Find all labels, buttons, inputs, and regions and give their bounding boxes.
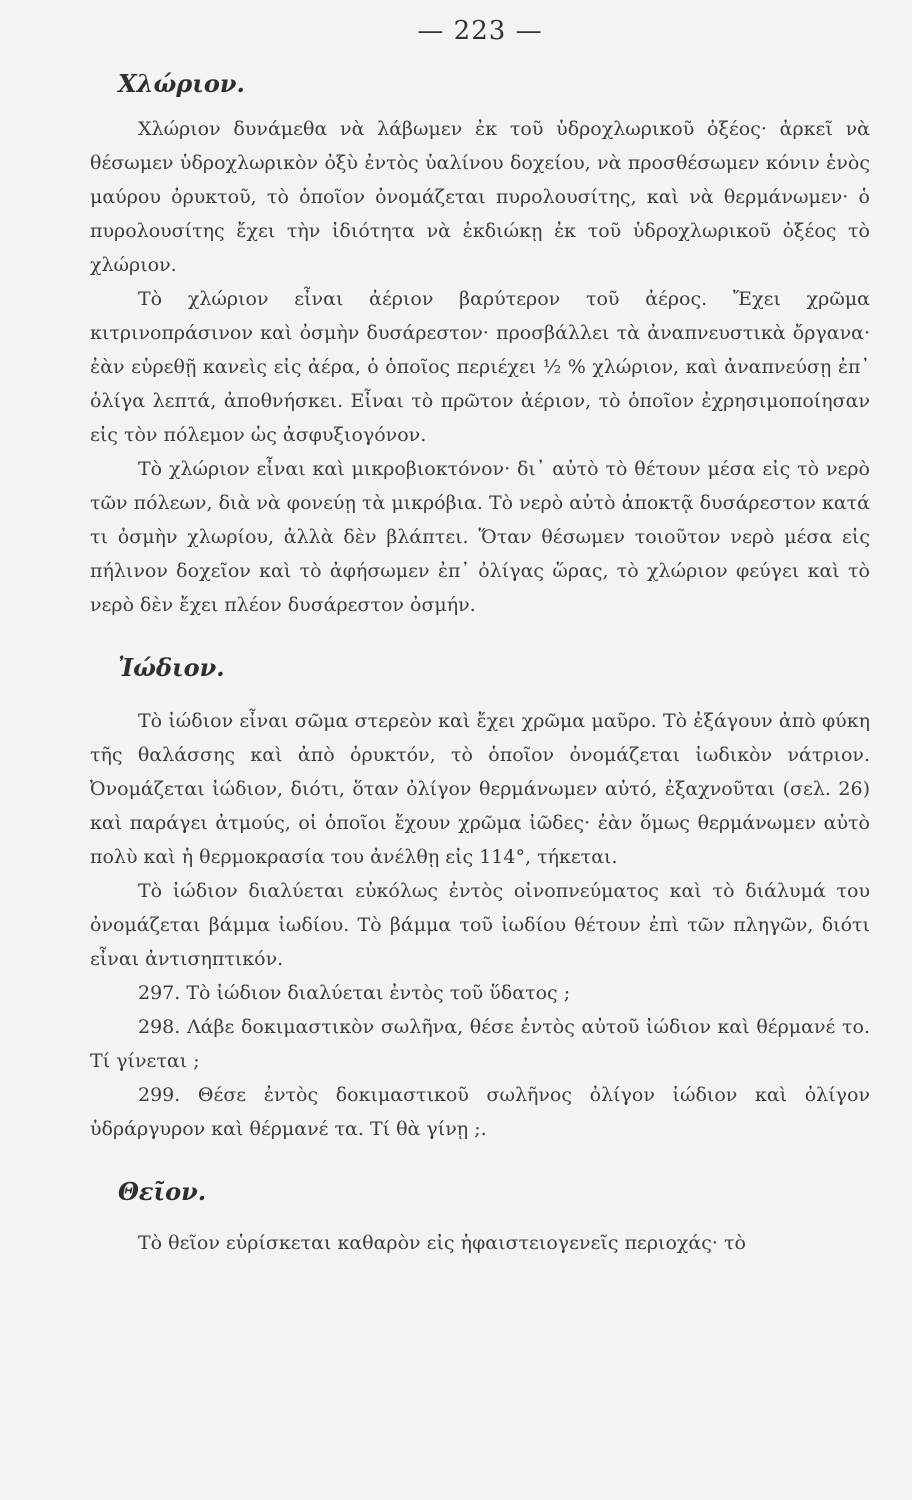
- section-chlorion: [90, 68, 870, 622]
- page-number: — 223 —: [417, 16, 543, 46]
- paragraph: Τὸ θεῖον εὑρίσκεται καθαρὸν εἰς ἡφαιστειογενεῖς περιοχάς· τὸ: [138, 1232, 746, 1254]
- exercise-297: 297. Τὸ ἰώδιον διαλύεται ἐντὸς τοῦ ὕδατος ;: [138, 982, 571, 1004]
- section-heading-theion: Θεῖον.: [118, 1177, 207, 1206]
- section-heading-iodion: Ἰώδιον.: [118, 653, 225, 682]
- paragraph: Τὸ ἰώδιον διαλύεται εὐκόλως ἐντὸς οἰνοπνεύματος καὶ τὸ διάλυμά του ὀνομάζεται βάμμα ἰωδίου. Τὸ βάμμα τοῦ ἰωδίου θέτουν ἐπὶ τῶν πληγῶν, διότι εἶναι ἀντισηπτικόν.: [90, 880, 870, 970]
- exercise-299: 299. Θέσε ἐντὸς δοκιμαστικοῦ σωλῆνος ὀλίγον ἰώδιον καὶ ὀλίγον ὑδράργυρον καὶ θέρμανέ τα. Τί θὰ γίνῃ ;.: [90, 1084, 870, 1140]
- paragraph: Τὸ χλώριον εἶναι καὶ μικροβιοκτόνον· δι᾽ αὐτὸ τὸ θέτουν μέσα εἰς τὸ νερὸ τῶν πόλεων, διὰ νὰ φονεύῃ τὰ μικρόβια. Τὸ νερὸ αὐτὸ ἀποκτᾷ δυσάρεστον κατά τι ὀσμὴν χλωρίου, ἀλλὰ δὲν βλάπτει. Ὅταν θέσωμεν τοιοῦτον νερὸ μέσα εἰς πήλινον δοχεῖον καὶ τὸ ἀφήσωμεν ἐπ᾽ ὀλίγας ὥρας, τὸ χλώριον φεύγει καὶ τὸ νερὸ δὲν ἔχει πλέον δυσάρεστον ὀσμήν.: [90, 458, 870, 616]
- section-heading-chlorion: Χλώριον.: [118, 69, 245, 98]
- paragraph: Χλώριον δυνάμεθα νὰ λάβωμεν ἐκ τοῦ ὑδροχλωρικοῦ ὀξέος· ἀρκεῖ νὰ θέσωμεν ὑδροχλωρικὸν ὀξὺ ἐντὸς ὑαλίνου δοχείου, νὰ προσθέσωμεν κόνιν ἑνὸς μαύρου ὀρυκτοῦ, τὸ ὁποῖον ὀνομάζεται πυρολουσίτης, καὶ νὰ θερμάνωμεν· ὁ πυρολουσίτης ἔχει τὴν ἰδιότητα νὰ ἐκδιώκῃ ἐκ τοῦ ὑδροχλωρικοῦ ὀξέος τὸ χλώριον.: [90, 118, 870, 276]
- paragraph: Τὸ χλώριον εἶναι ἀέριον βαρύτερον τοῦ ἀέρος. Ἔχει χρῶμα κιτρινοπράσινον καὶ ὀσμὴν δυσάρεστον· προσβάλλει τὰ ἀναπνευστικὰ ὄργανα· ἐὰν εὑρεθῇ κανεὶς εἰς ἀέρα, ὁ ὁποῖος περιέχει ½ % χλώριον, καὶ ἀναπνεύσῃ ἐπ᾽ ὀλίγα λεπτά, ἀποθνήσκει. Εἶναι τὸ πρῶτον ἀέριον, τὸ ὁποῖον ἐχρησιμοποίησαν εἰς τὸν πόλεμον ὡς ἀσφυξιογόνον.: [90, 288, 870, 446]
- exercise-298: 298. Λάβε δοκιμαστικὸν σωλῆνα, θέσε ἐντὸς αὐτοῦ ἰώδιον καὶ θέρμανέ το. Τί γίνεται ;: [90, 1016, 870, 1072]
- paragraph: Τὸ ἰώδιον εἶναι σῶμα στερεὸν καὶ ἔχει χρῶμα μαῦρο. Τὸ ἐξάγουν ἀπὸ φύκη τῆς θαλάσσης καὶ ἀπὸ ὀρυκτόν, τὸ ὁποῖον ὀνομάζεται ἰωδικὸν νάτριον. Ὀνομάζεται ἰώδιον, διότι, ὅταν ὀλίγον θερμάνωμεν αὐτό, ἐξαχνοῦται (σελ. 26) καὶ παράγει ἀτμούς, οἱ ὁποῖοι ἔχουν χρῶμα ἰῶδες· ἐὰν ὅμως θερμάνωμεν αὐτὸ πολὺ καὶ ἡ θερμοκρασία του ἀνέλθῃ εἰς 114°, τήκεται.: [90, 710, 870, 868]
- section-theion: [90, 1176, 870, 1260]
- section-iodion: [90, 652, 870, 1146]
